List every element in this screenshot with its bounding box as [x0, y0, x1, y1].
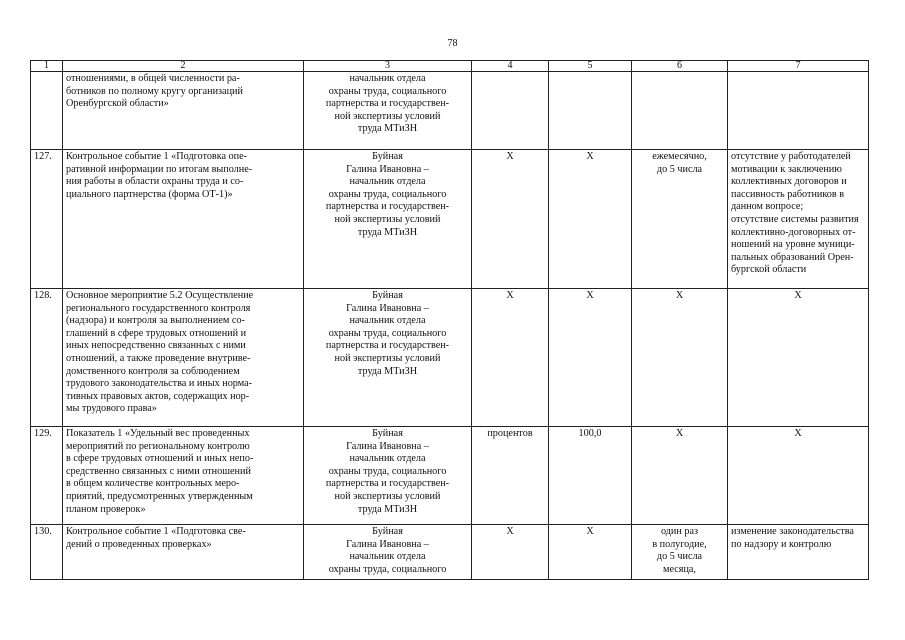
row-deadline [632, 72, 728, 150]
program-table [30, 60, 869, 580]
table-row [31, 525, 869, 580]
header-col-6: 6 [632, 61, 728, 72]
row-risks: изменение законодательства по надзору и контролю [728, 525, 869, 580]
row-deadline: ежемесячно, до 5 числа [632, 150, 728, 289]
row-responsible: Буйная Галина Ивановна – начальник отдела охраны труда, социального партнерства и государствен- ной экспертизы условий труда МТиЗН [304, 150, 472, 289]
row-risks: Х [728, 289, 869, 427]
row-value: Х [549, 289, 632, 427]
row-unit: Х [472, 150, 549, 289]
table-row [31, 150, 869, 289]
row-risks: отсутствие у работодателей мотивации к заключению коллективных договоров и пассивность работников в данном вопросе; отсутствие системы развития коллективно-договорных от- ношений на уровне муници- пальных образований Орен- бургской области [728, 150, 869, 289]
row-value: 100,0 [549, 427, 632, 525]
table-row [31, 289, 869, 427]
table-row [31, 427, 869, 525]
row-description: Контрольное событие 1 «Подготовка опе- ративной информации по итогам выполне- ния работы в области охраны труда и со- циального партнерства (форма ОТ-1)» [63, 150, 304, 289]
row-number [31, 72, 63, 150]
row-number: 128. [31, 289, 63, 427]
row-value: Х [549, 525, 632, 580]
table-header-row [31, 61, 869, 72]
header-col-3: 3 [304, 61, 472, 72]
row-deadline: Х [632, 289, 728, 427]
row-unit [472, 72, 549, 150]
row-responsible: Буйная Галина Ивановна – начальник отдела охраны труда, социального партнерства и государствен- ной экспертизы условий труда МТиЗН [304, 289, 472, 427]
row-risks: Х [728, 427, 869, 525]
row-description: Контрольное событие 1 «Подготовка све- дений о проведенных проверках» [63, 525, 304, 580]
table-row [31, 72, 869, 150]
row-deadline: Х [632, 427, 728, 525]
page-number: 78 [447, 38, 458, 49]
row-unit: Х [472, 289, 549, 427]
header-col-4: 4 [472, 61, 549, 72]
header-col-2: 2 [63, 61, 304, 72]
row-number: 129. [31, 427, 63, 525]
row-value: Х [549, 150, 632, 289]
row-description: отношениями, в общей численности ра- ботников по полному кругу организаций Оренбургской области» [63, 72, 304, 150]
row-responsible: Буйная Галина Ивановна – начальник отдела охраны труда, социального [304, 525, 472, 580]
row-deadline: один раз в полугодие, до 5 числа месяца, [632, 525, 728, 580]
row-number: 130. [31, 525, 63, 580]
header-col-7: 7 [728, 61, 869, 72]
row-risks [728, 72, 869, 150]
header-col-1: 1 [31, 61, 63, 72]
row-unit: процентов [472, 427, 549, 525]
row-description: Основное мероприятие 5.2 Осуществление регионального государственного контроля (надзора) и контроля за выполнением со- глашений в сфере трудовых отношений и иных непосредственно связанных с ними отношений, а также проведение внутриве- домственного контроля за соблюдением трудового законодательства и иных норма- тивных правовых актов, содержащих нор- мы трудового права» [63, 289, 304, 427]
row-value [549, 72, 632, 150]
row-number: 127. [31, 150, 63, 289]
row-responsible: Буйная Галина Ивановна – начальник отдела охраны труда, социального партнерства и государствен- ной экспертизы условий труда МТиЗН [304, 427, 472, 525]
row-unit: Х [472, 525, 549, 580]
row-description: Показатель 1 «Удельный вес проведенных мероприятий по региональному контролю в сфере трудовых отношений и иных непо- средственно связанных с ними отношений в общем количестве контрольных меро- приятий, предусмотренных утвержденным планом проверок» [63, 427, 304, 525]
header-col-5: 5 [549, 61, 632, 72]
row-responsible: начальник отдела охраны труда, социального партнерства и государствен- ной экспертизы условий труда МТиЗН [304, 72, 472, 150]
